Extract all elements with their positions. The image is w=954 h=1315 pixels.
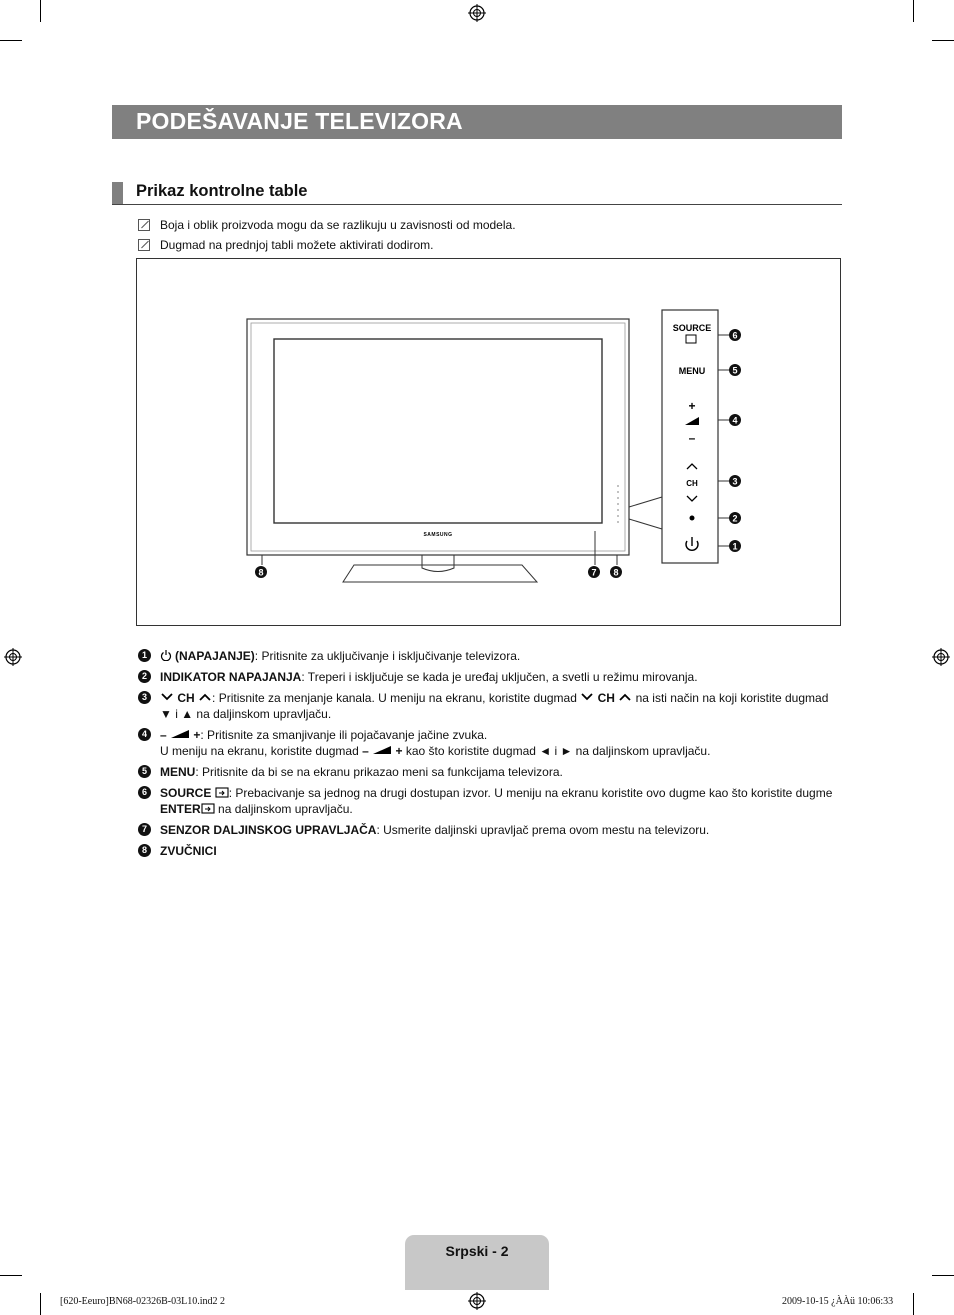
item-bold: SOURCE — [160, 786, 212, 800]
list-item — [138, 669, 838, 685]
item-bold: ENTER — [160, 802, 201, 816]
item-number: 5 — [138, 765, 151, 778]
item-number: 8 — [138, 844, 151, 857]
item-text: na daljinskom upravljaču. — [218, 802, 353, 816]
crop-mark — [0, 1275, 22, 1276]
panel-leader-bottom — [629, 519, 662, 529]
note-text: Dugmad na prednjoj tabli možete aktivirati dodirom. — [160, 238, 434, 252]
tv-stand-base — [343, 565, 537, 582]
list-item: 4 – +: Pritisnite za smanjivanje ili pojačavanje jačine zvuka. U meniju na ekranu, koristite dugmad – + kao što koristite dugmad ◄ i ► na daljinskom upravljaču. — [138, 727, 838, 759]
item-text: : Usmerite daljinski upravljač prema ovom mestu na televizoru. — [376, 823, 710, 837]
crop-mark — [913, 1293, 914, 1315]
tv-stand-neck — [422, 555, 454, 572]
volume-minus-label: – — [688, 431, 696, 445]
item-bold: CH — [177, 691, 195, 705]
chevron-up-icon — [198, 692, 212, 702]
menu-label: MENU — [678, 366, 706, 376]
ch-label: CH — [686, 479, 698, 488]
callout-number: 2 — [732, 513, 738, 524]
crop-mark — [932, 1275, 954, 1276]
list-item — [138, 843, 838, 859]
panel-leader-top — [629, 497, 662, 507]
callout-number: 3 — [732, 476, 738, 487]
chevron-down-icon — [580, 692, 594, 702]
callout-number: 4 — [732, 415, 738, 426]
tv-frame-inner — [251, 323, 625, 551]
crop-mark — [40, 1293, 41, 1315]
source-label: SOURCE — [672, 323, 712, 333]
item-text: : Prebacivanje sa jednog na drugi dostupan izvor. U meniju na ekranu koristite ovo dugme kao što koristite dugme — [228, 786, 833, 800]
source-icon — [215, 787, 229, 798]
chevron-down-icon — [160, 692, 174, 702]
item-bold: SENZOR DALJINSKOG UPRAVLJAČA — [160, 823, 377, 837]
item-bold: (NAPAJANJE) — [175, 649, 255, 663]
volume-icon — [170, 729, 190, 739]
registration-mark-icon — [468, 4, 486, 22]
tv-diagram — [137, 259, 842, 627]
brand-logo: SAMSUNG — [423, 532, 453, 538]
item-bold: CH — [597, 691, 615, 705]
note-icon — [138, 239, 150, 251]
item-bold: ZVUČNICI — [160, 844, 217, 858]
item-number: 4 — [138, 728, 151, 741]
list-item — [138, 785, 838, 817]
callout-number: 7 — [591, 567, 597, 578]
volume-icon — [372, 745, 392, 755]
list-item — [138, 690, 838, 722]
item-text: U meniju na ekranu, koristite dugmad — [160, 744, 359, 758]
page-title: PODEŠAVANJE TELEVIZORA — [136, 108, 463, 134]
item-number: 7 — [138, 823, 151, 836]
item-text: kao što koristite dugmad ◄ i ► na daljinskom upravljaču. — [405, 744, 711, 758]
item-text: : Pritisnite za uključivanje i isključivanje televizora. — [254, 649, 521, 663]
item-list — [138, 648, 838, 864]
item-text: : Pritisnite da bi se na ekranu prikazao meni sa funkcijama televizora. — [195, 765, 563, 779]
note-item — [138, 238, 433, 252]
note-icon — [138, 219, 150, 231]
crop-mark — [0, 40, 22, 41]
crop-mark — [40, 0, 41, 22]
callout-number: 1 — [732, 541, 738, 552]
registration-mark-icon — [932, 648, 950, 666]
page-number-tab — [405, 1235, 549, 1290]
tv-screen — [274, 339, 602, 523]
volume-plus-label: + — [688, 399, 696, 413]
registration-mark-icon — [468, 1292, 486, 1310]
item-bold: INDIKATOR NAPAJANJA — [160, 670, 302, 684]
enter-icon — [201, 803, 215, 814]
page-number: Srpski - 2 — [445, 1243, 509, 1259]
callout-number: 8 — [613, 567, 619, 578]
crop-mark — [932, 40, 954, 41]
power-icon — [160, 649, 172, 661]
callout-number: 8 — [258, 567, 264, 578]
section-title: Prikaz kontrolne table — [136, 182, 308, 200]
chevron-up-icon — [618, 692, 632, 702]
note-item — [138, 218, 516, 232]
item-text: na isti način na koji koristite dugmad ▼ i ▲ na daljinskom upravljaču. — [160, 691, 829, 721]
power-indicator-icon — [690, 516, 695, 521]
tv-frame — [247, 319, 629, 555]
page-title-bar — [112, 105, 842, 139]
callout-number: 6 — [732, 330, 738, 341]
item-text: : Pritisnite za menjanje kanala. U meniju na ekranu, koristite dugmad — [212, 691, 577, 705]
item-number: 1 — [138, 649, 151, 662]
print-slug-right: 2009-10-15 ¿ÀÀü 10:06:33 — [782, 1296, 894, 1307]
list-item — [138, 764, 838, 780]
item-text: : Pritisnite za smanjivanje ili pojačavanje jačine zvuka. — [200, 728, 488, 742]
item-number: 6 — [138, 786, 151, 799]
item-text: : Treperi i isključuje se kada je uređaj uključen, a svetli u režimu mirovanja. — [301, 670, 698, 684]
section-rule — [112, 204, 842, 205]
section-marker — [112, 182, 123, 205]
callout-number: 5 — [732, 365, 738, 376]
crop-mark — [913, 0, 914, 22]
list-item — [138, 822, 838, 838]
print-slug-left: [620-Eeuro]BN68-02326B-03L10.ind2 2 — [60, 1296, 225, 1307]
item-number: 3 — [138, 691, 151, 704]
list-item — [138, 648, 838, 664]
registration-mark-icon — [4, 648, 22, 666]
item-number: 2 — [138, 670, 151, 683]
control-panel-figure — [136, 258, 841, 626]
item-bold: MENU — [160, 765, 196, 779]
note-text: Boja i oblik proizvoda mogu da se razlikuju u zavisnosti od modela. — [160, 218, 516, 232]
